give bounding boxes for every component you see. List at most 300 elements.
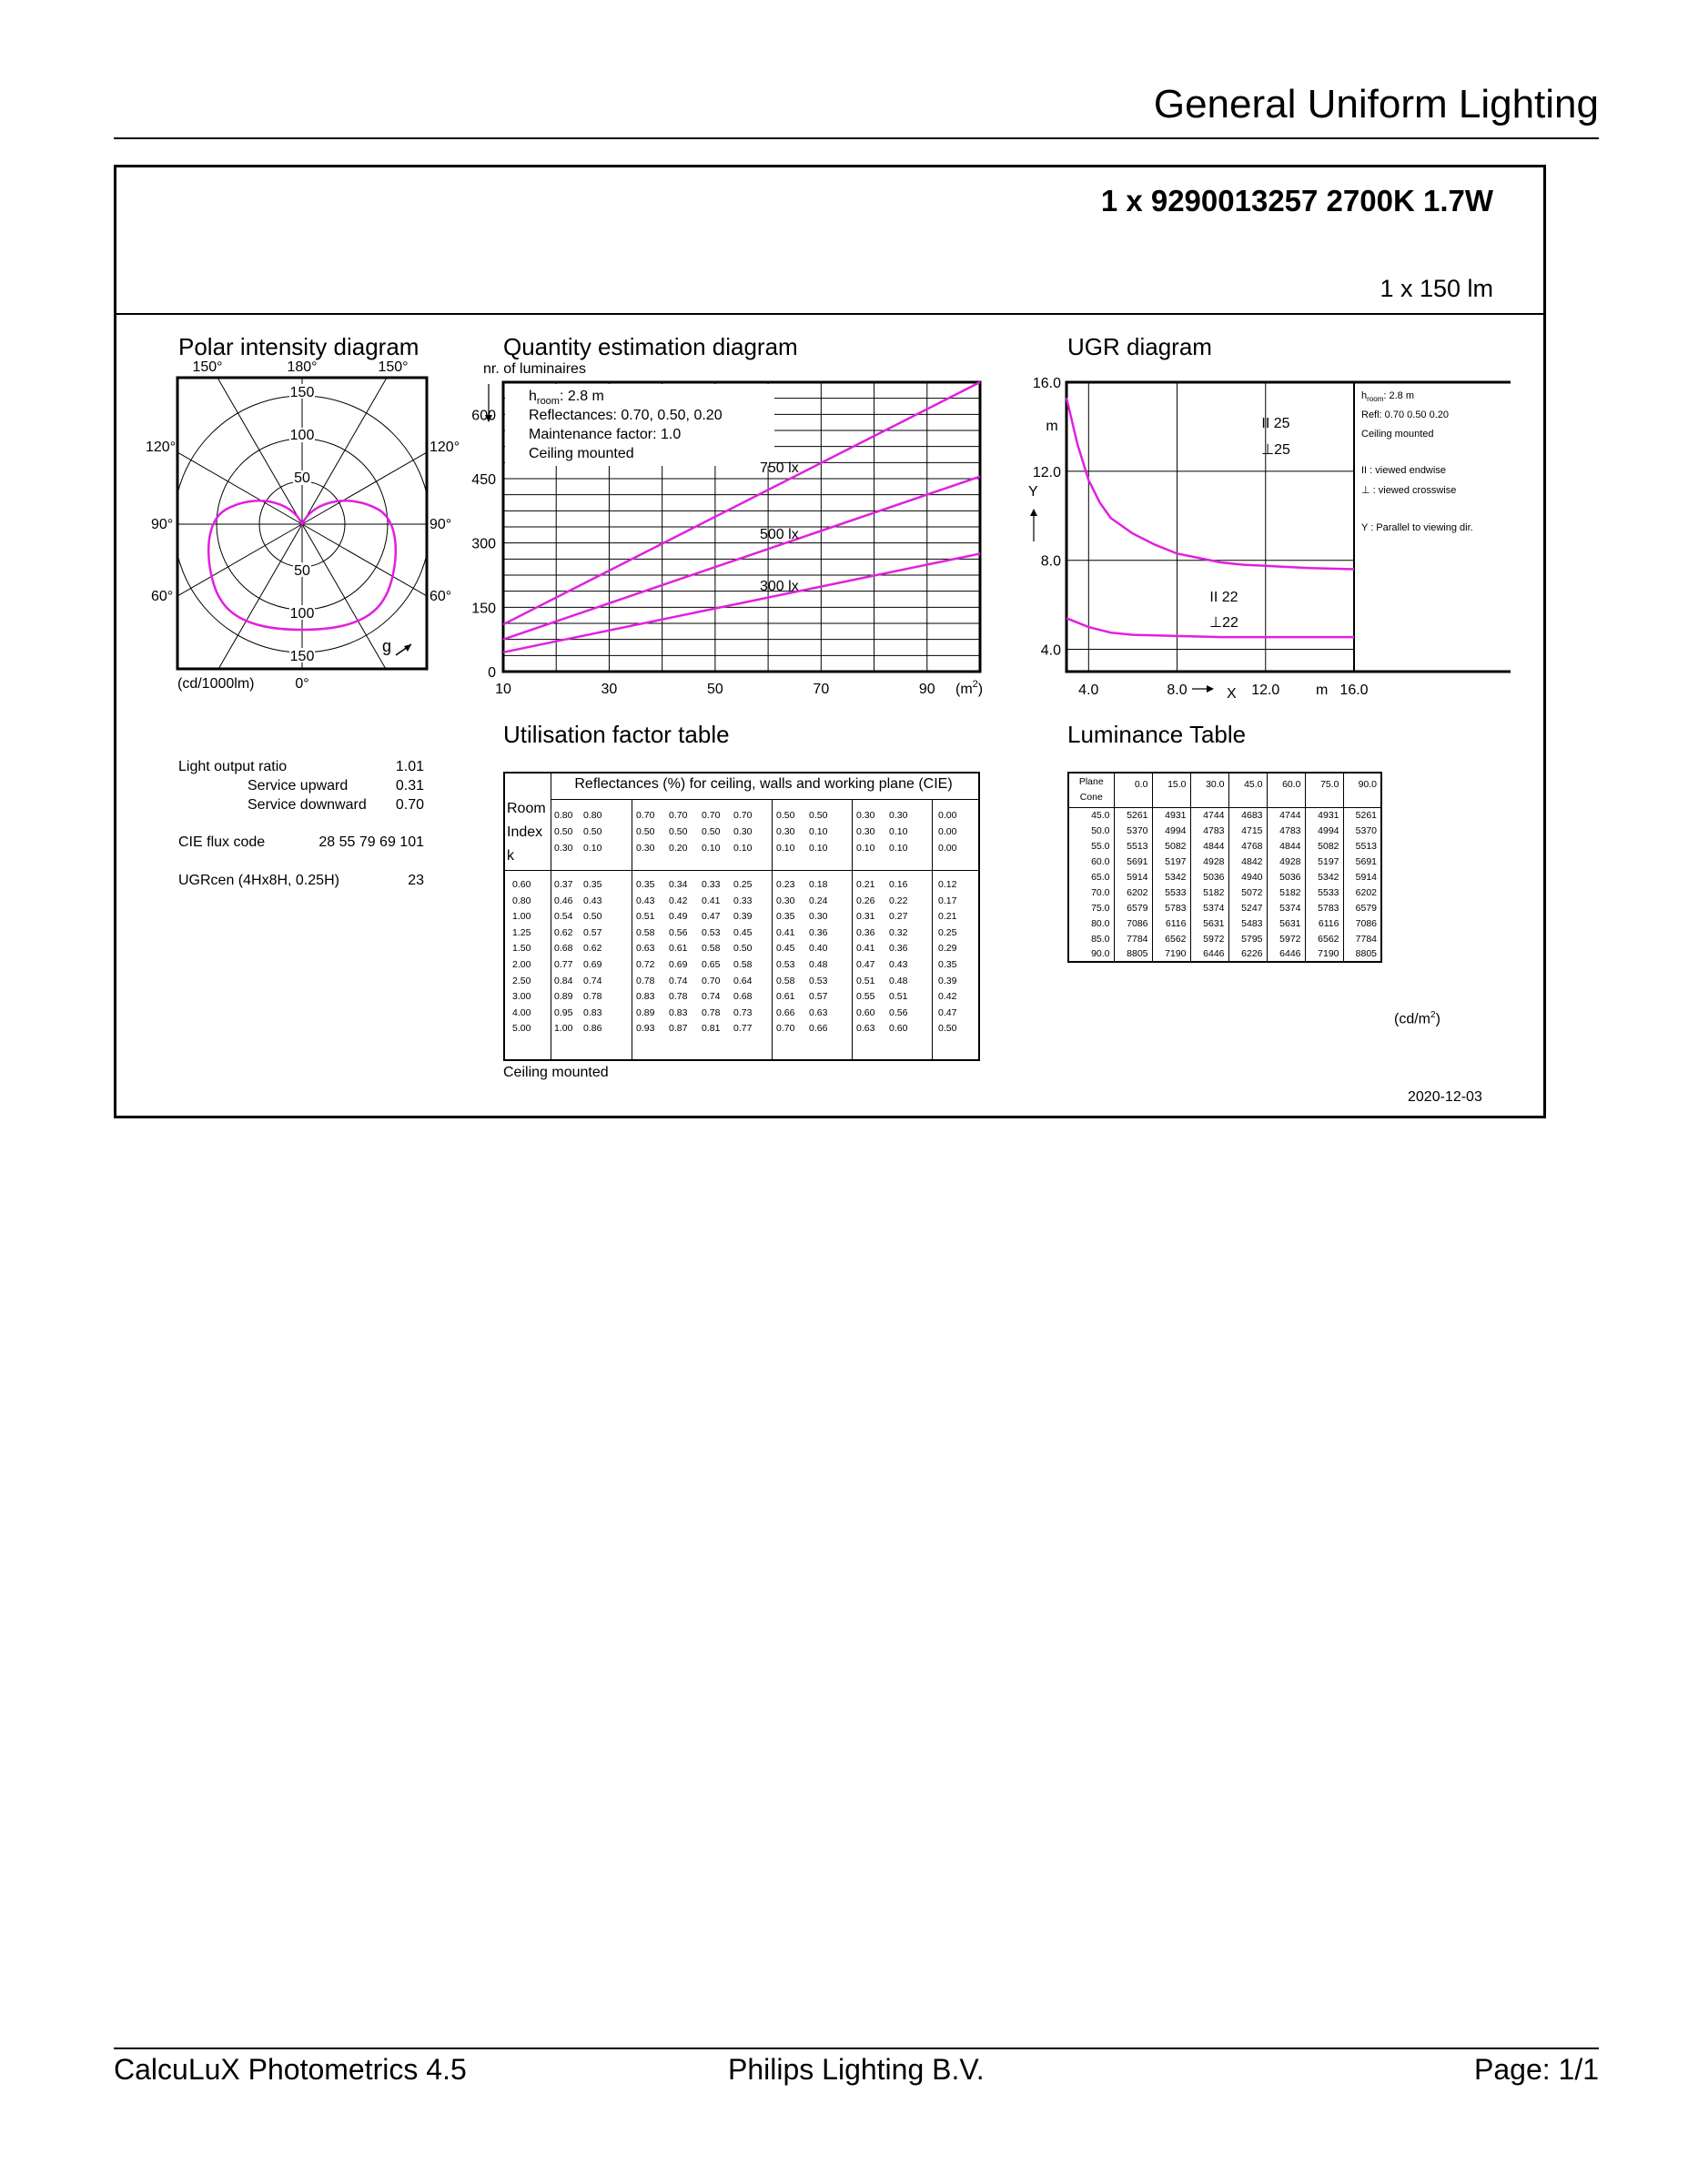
ugr-y-axis: Y <box>1028 484 1038 500</box>
luminance-value-cell: 5197 <box>1152 854 1190 869</box>
luminance-table <box>1067 772 1382 963</box>
uf-value-cell: 0.73 <box>733 1006 753 1018</box>
luminance-plane-header: 90.0 <box>1343 773 1381 807</box>
svg-text:hroom: 2.8 m: $h_{room}$: 2.8 m <box>529 389 604 407</box>
luminance-value-cell: 6202 <box>1343 885 1381 900</box>
uf-room-index-label: Room Index k <box>507 801 546 864</box>
luminance-value-cell: 4844 <box>1267 838 1305 854</box>
luminance-value-cell: 6562 <box>1152 931 1190 946</box>
uf-value-cell: 0.27 <box>889 911 908 923</box>
uf-value-cell: 0.78 <box>702 1006 721 1018</box>
luminance-value-cell: 5072 <box>1228 885 1267 900</box>
quantity-ytick: 150 <box>471 601 496 617</box>
ugr-xtick: 4.0 <box>1078 682 1099 698</box>
ugr-m-label: m <box>1046 419 1058 434</box>
uf-value-cell: 0.16 <box>889 879 908 890</box>
uf-reflectance-cell: 0.10 <box>856 843 875 854</box>
uf-value-cell: 0.24 <box>809 895 828 906</box>
quantity-series-label: 300 lx <box>760 579 799 594</box>
uf-room-index-cell: 4.00 <box>512 1006 531 1018</box>
uf-value-cell: 0.33 <box>733 895 753 906</box>
uf-value-cell: 0.37 <box>554 879 573 890</box>
ugr-ytick: 16.0 <box>1032 376 1061 391</box>
uf-value-cell: 0.56 <box>669 926 688 938</box>
ugr-ytick: 12.0 <box>1032 464 1061 480</box>
uf-value-cell: 0.43 <box>636 895 655 906</box>
luminance-value-cell: 5342 <box>1152 869 1190 885</box>
uf-value-cell: 0.61 <box>669 943 688 955</box>
uf-value-cell: 0.60 <box>889 1023 908 1035</box>
luminance-value-cell: 5691 <box>1114 854 1152 869</box>
uf-value-cell: 0.70 <box>776 1023 795 1035</box>
ugr-title: UGR diagram <box>1067 333 1212 360</box>
uf-reflectance-cell: 0.10 <box>889 826 908 837</box>
luminance-value-cell: 5533 <box>1305 885 1343 900</box>
uf-reflectance-cell: 0.00 <box>938 843 957 854</box>
utilisation-table <box>503 772 980 1061</box>
uf-value-cell: 0.66 <box>809 1023 828 1035</box>
polar-title: Polar intensity diagram <box>178 333 419 360</box>
uf-value-cell: 0.74 <box>669 975 688 986</box>
polar-top-label: 150° <box>192 359 223 375</box>
uf-reflectance-cell: 0.50 <box>809 810 828 821</box>
uf-value-cell: 0.57 <box>809 991 828 1003</box>
service-downward-label: Service downward <box>248 797 367 813</box>
polar-angle-label: 60° <box>430 589 452 604</box>
luminance-row <box>1068 900 1381 915</box>
quantity-xunit: $(m^2)$ <box>955 679 984 697</box>
luminance-cone-cell: 60.0 <box>1091 855 1110 867</box>
uf-value-cell: 0.29 <box>938 943 957 955</box>
uf-value-cell: 0.36 <box>856 926 875 938</box>
uf-value-cell: 0.63 <box>856 1023 875 1035</box>
quantity-xtick: 50 <box>706 682 723 697</box>
uf-value-cell: 0.56 <box>889 1006 908 1018</box>
quantity-ylabel: nr. of luminaires <box>483 361 586 377</box>
uf-value-cell: 0.68 <box>554 943 573 955</box>
ugr-ytick: 8.0 <box>1040 553 1061 570</box>
uf-value-cell: 0.65 <box>702 959 721 970</box>
uf-value-cell: 0.18 <box>809 879 828 890</box>
polar-top-label: 150° <box>378 359 409 375</box>
uf-value-cell: 0.77 <box>554 959 573 970</box>
luminance-value-cell: 5036 <box>1190 869 1228 885</box>
uf-value-cell: 0.21 <box>938 911 957 923</box>
footer-software: CalcuLuX Photometrics 4.5 <box>114 2053 467 2086</box>
ugr-annotation: II 25 <box>1261 416 1290 431</box>
card-divider <box>116 313 1543 315</box>
luminance-cone-cell: 85.0 <box>1091 933 1110 945</box>
luminance-cone-cell: 55.0 <box>1091 840 1110 852</box>
luminance-value-cell: 4783 <box>1267 823 1305 838</box>
uf-value-cell: 0.57 <box>583 926 602 938</box>
luminance-value-cell: 6226 <box>1228 946 1267 962</box>
uf-reflectance-cell: 0.50 <box>776 810 795 821</box>
luminance-row <box>1068 885 1381 900</box>
uf-value-cell: 0.95 <box>554 1006 573 1018</box>
uf-value-cell: 0.63 <box>809 1006 828 1018</box>
luminance-value-cell: 4783 <box>1190 823 1228 838</box>
uf-reflectance-cell: 0.00 <box>938 810 957 821</box>
uf-value-cell: 0.45 <box>776 943 795 955</box>
uf-value-cell: 0.62 <box>583 943 602 955</box>
polar-angle-label: 60° <box>151 589 174 604</box>
luminance-cone-cell: 90.0 <box>1091 948 1110 959</box>
uf-value-cell: 0.23 <box>776 879 795 890</box>
uf-value-cell: 0.58 <box>776 975 795 986</box>
uf-value-cell: 0.89 <box>554 991 573 1003</box>
luminance-cone-cell: 45.0 <box>1091 809 1110 821</box>
luminance-plane-header: 15.0 <box>1152 773 1190 807</box>
footer-rule <box>114 2048 1599 2049</box>
product-name: 1 x 9290013257 2700K 1.7W <box>1100 184 1493 217</box>
uf-reflectance-cell: 0.10 <box>583 843 602 854</box>
uf-value-cell: 0.66 <box>776 1006 795 1018</box>
uf-value-cell: 0.70 <box>702 975 721 986</box>
uf-value-cell: 0.53 <box>809 975 828 986</box>
luminance-value-cell: 5036 <box>1267 869 1305 885</box>
luminance-value-cell: 6446 <box>1190 946 1228 962</box>
uf-room-index-cell: 1.25 <box>512 926 531 938</box>
uf-value-cell: 0.78 <box>636 975 655 986</box>
uf-reflectance-cell: 0.80 <box>554 810 573 821</box>
uf-value-cell: 0.35 <box>776 911 795 923</box>
uf-value-cell: 0.22 <box>889 895 908 906</box>
luminance-value-cell: 5631 <box>1267 915 1305 931</box>
uf-room-index-cell: 3.00 <box>512 991 531 1003</box>
luminance-value-cell: 7086 <box>1114 915 1152 931</box>
polar-ring-label: 100 <box>289 606 315 622</box>
uf-reflectance-cell: 0.10 <box>702 843 721 854</box>
uf-value-cell: 0.78 <box>583 991 602 1003</box>
quantity-series-label: 500 lx <box>760 527 799 542</box>
uf-reflectance-cell: 0.50 <box>636 826 655 837</box>
polar-unit: (cd/1000lm) <box>177 676 255 692</box>
uf-value-cell: 0.60 <box>856 1006 875 1018</box>
luminance-row <box>1068 807 1381 823</box>
uf-value-cell: 0.69 <box>669 959 688 970</box>
uf-reflectance-cell: 0.70 <box>702 810 721 821</box>
service-upward-value: 0.31 <box>395 778 424 794</box>
luminance-row <box>1068 931 1381 946</box>
luminance-header-row <box>1068 773 1381 807</box>
uf-value-cell: 0.47 <box>938 1006 957 1018</box>
quantity-series-line <box>503 477 980 640</box>
uf-value-cell: 0.30 <box>776 895 795 906</box>
uf-value-cell: 0.53 <box>776 959 795 970</box>
uf-reflectance-cell: 0.50 <box>702 826 721 837</box>
luminance-plane-header: 30.0 <box>1190 773 1228 807</box>
luminance-cone-cell: 75.0 <box>1091 902 1110 914</box>
header-rule <box>114 137 1599 139</box>
uf-value-cell: 0.83 <box>636 991 655 1003</box>
uf-value-cell: 0.31 <box>856 911 875 923</box>
luminance-value-cell: 7190 <box>1305 946 1343 962</box>
luminance-row <box>1068 869 1381 885</box>
quantity-info-h: h <box>529 389 537 404</box>
quantity-xtick: 10 <box>495 682 511 697</box>
uf-room-index-cell: 0.60 <box>512 879 531 890</box>
uf-value-cell: 0.36 <box>809 926 828 938</box>
uf-value-cell: 0.47 <box>856 959 875 970</box>
uf-value-cell: 0.50 <box>733 943 753 955</box>
uf-reflectance-cell: 0.30 <box>733 826 753 837</box>
polar-g-label: g <box>382 637 392 655</box>
ugr-x-axis: X <box>1227 686 1237 702</box>
service-downward-value: 0.70 <box>395 797 424 813</box>
service-upward-label: Service upward <box>248 778 349 794</box>
luminous-flux: 1 x 150 lm <box>1380 275 1493 302</box>
uf-value-cell: 0.63 <box>636 943 655 955</box>
luminance-value-cell: 5631 <box>1190 915 1228 931</box>
uf-room-index-cell: 1.50 <box>512 943 531 955</box>
uf-value-cell: 0.17 <box>938 895 957 906</box>
uf-value-cell: 0.41 <box>856 943 875 955</box>
luminance-value-cell: 5247 <box>1228 900 1267 915</box>
uf-reflectance-cell: 0.30 <box>856 810 875 821</box>
uf-value-cell: 0.50 <box>583 911 602 923</box>
uf-reflectance-cell: 0.30 <box>554 843 573 854</box>
footer-company: Philips Lighting B.V. <box>728 2053 985 2086</box>
ugr-xtick: 12.0 <box>1251 682 1280 698</box>
uf-value-cell: 0.48 <box>809 959 828 970</box>
quantity-ytick: 0 <box>488 665 496 681</box>
quantity-ytick: 450 <box>471 472 496 488</box>
luminance-value-cell: 5082 <box>1305 838 1343 854</box>
luminance-value-cell: 5261 <box>1343 807 1381 823</box>
uf-value-cell: 0.83 <box>583 1006 602 1018</box>
uf-value-cell: 0.69 <box>583 959 602 970</box>
luminance-value-cell: 5783 <box>1152 900 1190 915</box>
uf-value-cell: 0.25 <box>733 879 753 890</box>
uf-value-cell: 0.32 <box>889 926 908 938</box>
uf-reflectance-cell: 0.20 <box>669 843 688 854</box>
uf-reflectance-cell: 0.50 <box>554 826 573 837</box>
uf-reflectance-cell: 0.10 <box>776 843 795 854</box>
ugr-legend-endwise: II : viewed endwise <box>1361 465 1446 476</box>
uf-value-cell: 0.41 <box>776 926 795 938</box>
uf-value-cell: 0.43 <box>583 895 602 906</box>
uf-value-cell: 0.87 <box>669 1023 688 1035</box>
uf-value-cell: 0.74 <box>583 975 602 986</box>
luminance-value-cell: 4715 <box>1228 823 1267 838</box>
uf-value-cell: 0.12 <box>938 879 957 890</box>
luminance-value-cell: 4744 <box>1267 807 1305 823</box>
luminance-value-cell: 5197 <box>1305 854 1343 869</box>
polar-angle-label: 90° <box>151 517 174 532</box>
uf-value-cell: 0.35 <box>938 959 957 970</box>
uf-value-cell: 0.58 <box>733 959 753 970</box>
luminance-value-cell: 5370 <box>1343 823 1381 838</box>
luminance-value-cell: 8805 <box>1114 946 1152 962</box>
luminance-row <box>1068 854 1381 869</box>
luminance-plane-header: 45.0 <box>1228 773 1267 807</box>
quantity-info-maintenance: Maintenance factor: 1.0 <box>529 427 682 442</box>
uf-reflectance-cell: 0.50 <box>583 826 602 837</box>
uf-value-cell: 0.33 <box>702 879 721 890</box>
uf-value-cell: 0.41 <box>702 895 721 906</box>
luminance-value-cell: 5342 <box>1305 869 1343 885</box>
polar-angle-label: 120° <box>146 440 177 455</box>
uf-value-cell: 0.45 <box>733 926 753 938</box>
luminance-value-cell: 5261 <box>1114 807 1152 823</box>
luminance-value-cell: 6579 <box>1114 900 1152 915</box>
quantity-info-mounting: Ceiling mounted <box>529 446 634 461</box>
lor-value: 1.01 <box>395 759 424 774</box>
luminance-value-cell: 5914 <box>1343 869 1381 885</box>
luminance-value-cell: 4994 <box>1152 823 1190 838</box>
uf-value-cell: 0.51 <box>636 911 655 923</box>
polar-ring-label: 50 <box>294 563 310 579</box>
uf-value-cell: 0.40 <box>809 943 828 955</box>
uf-value-cell: 0.46 <box>554 895 573 906</box>
uf-value-cell: 0.72 <box>636 959 655 970</box>
luminance-value-cell: 5082 <box>1152 838 1190 854</box>
ugr-curve <box>1066 398 1354 569</box>
uf-value-cell: 0.21 <box>856 879 875 890</box>
cie-flux-value: 28 55 79 69 101 <box>318 834 424 850</box>
polar-ring-label: 50 <box>294 470 310 486</box>
ugr-annotation: II 22 <box>1209 590 1238 605</box>
uf-value-cell: 0.39 <box>733 911 753 923</box>
luminance-value-cell: 4931 <box>1305 807 1343 823</box>
uf-value-cell: 0.58 <box>636 926 655 938</box>
uf-value-cell: 0.42 <box>938 991 957 1003</box>
uf-value-cell: 0.93 <box>636 1023 655 1035</box>
quantity-info-reflectances: Reflectances: 0.70, 0.50, 0.20 <box>529 408 723 423</box>
uf-reflectance-cell: 0.10 <box>733 843 753 854</box>
uf-value-cell: 0.50 <box>938 1023 957 1035</box>
uf-room-index-cell: 2.00 <box>512 959 531 970</box>
luminance-cone-cell: 70.0 <box>1091 886 1110 898</box>
ugr-cen-label: UGRcen (4Hx8H, 0.25H) <box>178 873 339 888</box>
luminance-value-cell: 6116 <box>1305 915 1343 931</box>
ugr-annotation: ⊥25 <box>1261 442 1290 458</box>
uf-reflectance-cell: 0.30 <box>889 810 908 821</box>
luminance-value-cell: 5370 <box>1114 823 1152 838</box>
luminance-value-cell: 5182 <box>1267 885 1305 900</box>
uf-value-cell: 0.86 <box>583 1023 602 1035</box>
ugr-m-label-x: m <box>1316 682 1329 698</box>
luminance-value-cell: 4928 <box>1267 854 1305 869</box>
ugr-chart <box>1019 369 1511 705</box>
uf-value-cell: 0.89 <box>636 1006 655 1018</box>
light-output-block <box>178 759 424 892</box>
cie-flux-label: CIE flux code <box>178 834 266 850</box>
uf-value-cell: 0.77 <box>733 1023 753 1035</box>
uf-value-cell: 0.51 <box>856 975 875 986</box>
uf-room-index-cell: 5.00 <box>512 1023 531 1035</box>
uf-reflectance-cell: 0.10 <box>809 826 828 837</box>
luminance-plane-header: 60.0 <box>1267 773 1305 807</box>
uf-footnote: Ceiling mounted <box>503 1065 609 1080</box>
uf-value-cell: 0.30 <box>809 911 828 923</box>
quantity-xtick: 90 <box>918 682 935 697</box>
uf-value-cell: 0.43 <box>889 959 908 970</box>
uf-value-cell: 0.58 <box>702 943 721 955</box>
uf-value-cell: 0.36 <box>889 943 908 955</box>
uf-reflectance-cell: 0.30 <box>776 826 795 837</box>
ugr-xtick: 8.0 <box>1167 682 1188 698</box>
luminance-value-cell: 5483 <box>1228 915 1267 931</box>
luminance-value-cell: 5182 <box>1190 885 1228 900</box>
uf-value-cell: 0.61 <box>776 991 795 1003</box>
polar-diagram <box>146 355 473 692</box>
quantity-ytick: 300 <box>471 536 496 552</box>
luminance-value-cell: 5533 <box>1152 885 1190 900</box>
luminance-title: Luminance Table <box>1067 721 1247 748</box>
quantity-chart <box>469 357 996 703</box>
uf-reflectance-cell: 0.70 <box>733 810 753 821</box>
luminance-value-cell: 6562 <box>1305 931 1343 946</box>
quantity-series-line <box>503 553 980 652</box>
quantity-xtick: 30 <box>601 682 618 697</box>
uf-room-index-cell: 2.50 <box>512 975 531 986</box>
polar-angle-label: 120° <box>430 440 460 455</box>
report-date: 2020-12-03 <box>1408 1089 1482 1105</box>
polar-ring-label: 150 <box>289 649 315 664</box>
luminance-value-cell: 6202 <box>1114 885 1152 900</box>
ugr-annotation: ⊥22 <box>1209 615 1238 631</box>
uf-room-index-cell: 1.00 <box>512 911 531 923</box>
uf-value-cell: 0.51 <box>889 991 908 1003</box>
luminance-cone-cell: 65.0 <box>1091 871 1110 883</box>
luminance-value-cell: 6116 <box>1152 915 1190 931</box>
uf-reflectance-cell: 0.70 <box>636 810 655 821</box>
luminance-row <box>1068 946 1381 962</box>
polar-ring-label: 100 <box>289 428 315 443</box>
page-title: General Uniform Lighting <box>1153 82 1599 126</box>
ugr-legend-parallel: Y : Parallel to viewing dir. <box>1361 522 1473 533</box>
uf-value-cell: 0.48 <box>889 975 908 986</box>
uf-value-cell: 0.35 <box>636 879 655 890</box>
ugr-legend-crosswise: ⊥ : viewed crosswise <box>1361 485 1457 496</box>
luminance-value-cell: 7190 <box>1152 946 1190 962</box>
uf-reflectance-cell: 0.10 <box>809 843 828 854</box>
luminance-row <box>1068 915 1381 931</box>
luminance-value-cell: 4928 <box>1190 854 1228 869</box>
uf-reflectance-cell: 0.30 <box>636 843 655 854</box>
uf-value-cell: 0.84 <box>554 975 573 986</box>
uf-reflectance-cell: 0.10 <box>889 843 908 854</box>
luminance-plane-header: 75.0 <box>1305 773 1343 807</box>
ugr-legend-refl: Refl: 0.70 0.50 0.20 <box>1361 410 1450 420</box>
luminance-value-cell: 4744 <box>1190 807 1228 823</box>
footer-page-number: Page: 1/1 <box>1474 2053 1599 2086</box>
luminance-plane-header: 0.0 <box>1114 773 1152 807</box>
luminance-value-cell: 5783 <box>1305 900 1343 915</box>
luminance-cone-cell: 50.0 <box>1091 824 1110 836</box>
uf-value-cell: 0.55 <box>856 991 875 1003</box>
uf-value-cell: 0.47 <box>702 911 721 923</box>
luminance-value-cell: 5691 <box>1343 854 1381 869</box>
luminance-value-cell: 7784 <box>1343 931 1381 946</box>
uf-value-cell: 0.49 <box>669 911 688 923</box>
luminance-value-cell: 8805 <box>1343 946 1381 962</box>
luminance-value-cell: 4931 <box>1152 807 1190 823</box>
luminance-value-cell: 5513 <box>1343 838 1381 854</box>
luminance-value-cell: 6446 <box>1267 946 1305 962</box>
uf-value-cell: 0.34 <box>669 879 688 890</box>
uf-reflectance-cell: 0.30 <box>856 826 875 837</box>
uf-value-cell: 0.83 <box>669 1006 688 1018</box>
uf-value-cell: 0.81 <box>702 1023 721 1035</box>
luminance-value-cell: 6579 <box>1343 900 1381 915</box>
uf-value-cell: 0.78 <box>669 991 688 1003</box>
quantity-xtick: 70 <box>813 682 830 697</box>
luminance-value-cell: 5374 <box>1267 900 1305 915</box>
luminance-cone-cell: 80.0 <box>1091 917 1110 929</box>
